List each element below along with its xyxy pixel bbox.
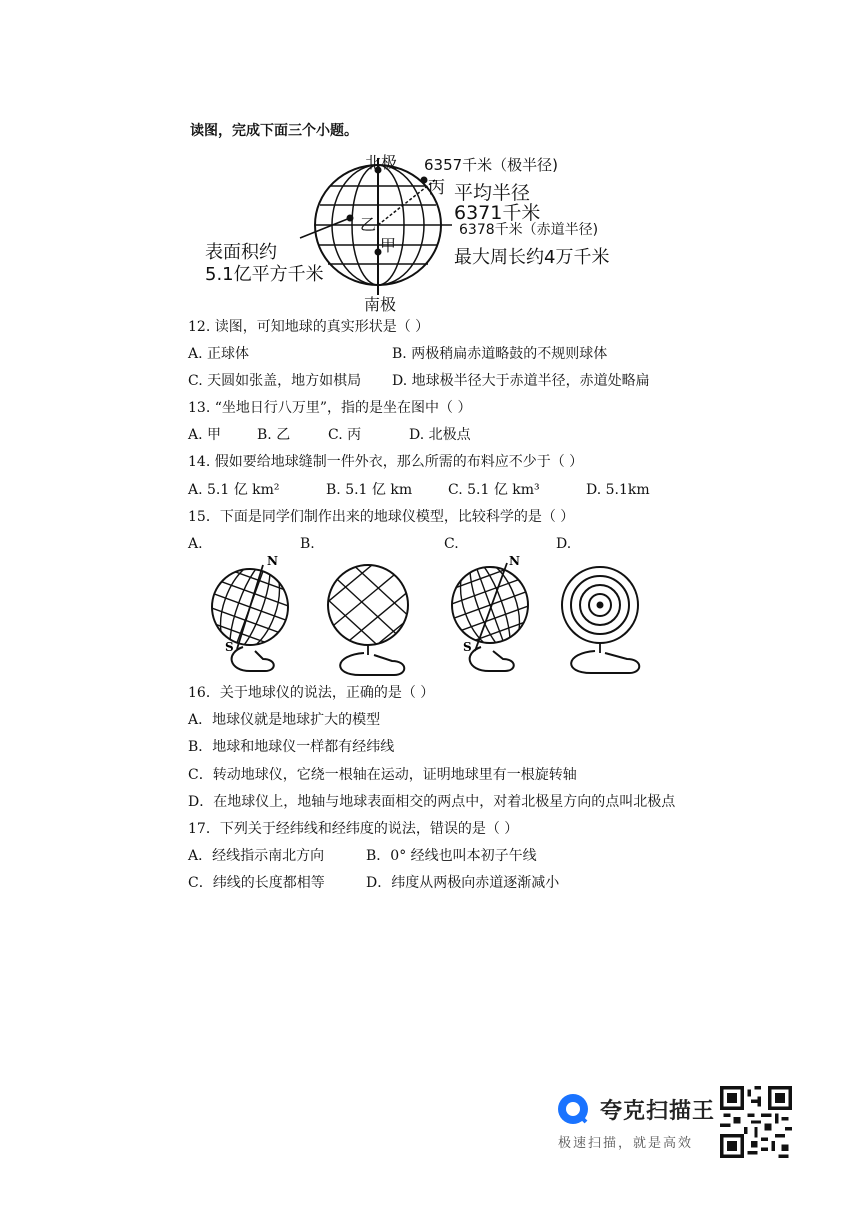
q12-option-a: A. 正球体 bbox=[188, 346, 250, 362]
globe-d-figure bbox=[555, 555, 655, 680]
q13-option-d: D. 北极点 bbox=[409, 427, 471, 443]
q17-option-a: A．经线指示南北方向 bbox=[188, 848, 325, 864]
globe-a-figure bbox=[205, 555, 305, 680]
point-bing bbox=[421, 177, 428, 184]
bing-label: 丙 bbox=[428, 178, 445, 198]
equatorial-radius-label: 6378千米（赤道半径) bbox=[459, 222, 599, 238]
north-pole-label: 北极 bbox=[365, 153, 398, 172]
q12-option-c: C. 天圆如张盖，地方如棋局 bbox=[188, 373, 362, 389]
q17-stem: 17．下列关于经纬线和经纬度的说法，错误的是（ ） bbox=[188, 821, 519, 837]
globe-c-figure bbox=[445, 555, 545, 680]
globe-a-n-label: N bbox=[267, 555, 278, 568]
q16-option-b: B．地球和地球仪一样都有经纬线 bbox=[188, 739, 395, 755]
q17-option-d: D．纬度从两极向赤道逐渐减小 bbox=[366, 875, 560, 891]
point-yi bbox=[347, 215, 354, 222]
q13-option-c: C. 丙 bbox=[328, 427, 362, 443]
q15-option-a: A. bbox=[188, 536, 203, 552]
qr-code-icon bbox=[720, 1086, 792, 1158]
q16-option-d: D．在地球仪上，地轴与地球表面相交的两点中，对着北极星方向的点叫北极点 bbox=[188, 794, 676, 810]
q14-option-b: B. 5.1 亿 km bbox=[326, 482, 413, 498]
q16-option-a: A．地球仪就是地球扩大的模型 bbox=[188, 712, 381, 728]
globe-b-figure bbox=[320, 555, 420, 680]
intro-text: 读图，完成下面三个小题。 bbox=[190, 123, 358, 139]
surface-area-label-2: 5.1亿平方千米 bbox=[205, 264, 324, 285]
south-pole-label: 南极 bbox=[364, 295, 397, 314]
q13-option-a: A. 甲 bbox=[188, 427, 222, 443]
q17-option-b: B．0° 经线也叫本初子午线 bbox=[366, 848, 537, 864]
polar-radius-label: 6357千米（极半径) bbox=[424, 156, 559, 174]
max-circumference-label: 最大周长约4万千米 bbox=[454, 247, 610, 268]
q15-option-d: D. bbox=[556, 536, 572, 552]
q16-stem: 16．关于地球仪的说法，正确的是（ ） bbox=[188, 685, 435, 701]
globe-c-n-label: N bbox=[509, 555, 520, 568]
q16-option-c: C．转动地球仪，它绕一根轴在运动，证明地球里有一根旋转轴 bbox=[188, 767, 577, 783]
globe-c-s-label: S bbox=[463, 640, 472, 654]
q12-option-b: B. 两极稍扁赤道略鼓的不规则球体 bbox=[392, 346, 608, 362]
mean-radius-label: 平均半径 bbox=[454, 182, 531, 204]
mean-radius-value: 6371千米 bbox=[454, 202, 541, 224]
quark-logo-icon bbox=[556, 1092, 590, 1126]
surface-area-label-1: 表面积约 bbox=[205, 242, 277, 263]
q14-option-a: A. 5.1 亿 km² bbox=[188, 482, 280, 498]
q14-option-c: C. 5.1 亿 km³ bbox=[448, 482, 540, 498]
globe-a-s-label: S bbox=[225, 640, 234, 654]
q15-stem: 15．下面是同学们制作出来的地球仪模型，比较科学的是（ ） bbox=[188, 509, 575, 525]
q15-option-c: C. bbox=[444, 536, 459, 552]
watermark-slogan: 极速扫描，就是高效 bbox=[558, 1136, 694, 1151]
q13-stem: 13. “坐地日行八万里”，指的是坐在图中（ ） bbox=[188, 400, 472, 416]
q12-stem: 12. 读图，可知地球的真实形状是（ ） bbox=[188, 319, 430, 335]
q17-option-c: C．纬线的长度都相等 bbox=[188, 875, 325, 891]
q13-option-b: B. 乙 bbox=[257, 427, 291, 443]
jia-label: 甲 bbox=[380, 236, 397, 255]
q14-stem: 14. 假如要给地球缝制一件外衣，那么所需的布料应不少于（ ） bbox=[188, 454, 584, 470]
q15-option-b: B. bbox=[300, 536, 315, 552]
watermark-brand: 夸克扫描王 bbox=[600, 1099, 716, 1124]
q12-option-d: D. 地球极半径大于赤道半径，赤道处略扁 bbox=[392, 373, 650, 389]
q14-option-d: D. 5.1km bbox=[586, 482, 650, 498]
yi-label: 乙 bbox=[360, 215, 377, 234]
